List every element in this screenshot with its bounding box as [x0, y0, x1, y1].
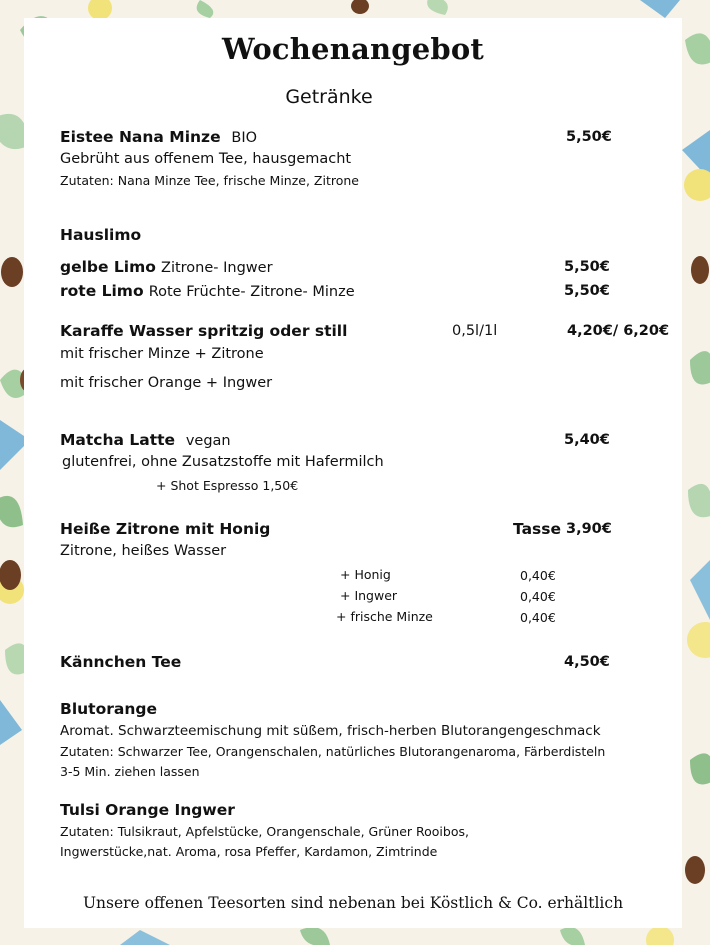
desc-zitrone: Zitrone, heißes Wasser: [60, 543, 227, 559]
page-title: Wochenangebot: [221, 32, 485, 66]
item-name-matcha: Matcha Latte vegan: [60, 431, 231, 449]
desc-matcha: glutenfrei, ohne Zusatzstoffe mit Hafermilch: [62, 454, 384, 470]
desc-eistee: Gebrüht aus offenem Tee, hausgemacht: [60, 151, 352, 167]
ingredients-tulsi-line1: Zutaten: Tulsikraut, Apfelstücke, Orangenschale, Grüner Rooibos,: [60, 824, 469, 839]
price-gelbe-limo: 5,50€: [564, 259, 610, 275]
option-karaffe-minze: mit frischer Minze + Zitrone: [60, 346, 264, 362]
ingredients-eistee: Zutaten: Nana Minze Tee, frische Minze, Zitrone: [60, 173, 359, 188]
price-karaffe: 4,20€/ 6,20€: [567, 323, 670, 339]
item-rote-limo: rote Limo Rote Früchte- Zitrone- Minze: [60, 282, 355, 300]
addon-ingwer-price: 0,40€: [520, 589, 556, 604]
price-zitrone: 3,90€: [566, 521, 612, 537]
item-name-kaennchen: Kännchen Tee: [60, 653, 182, 671]
unit-zitrone: Tasse: [513, 520, 561, 538]
price-kaennchen: 4,50€: [564, 654, 610, 670]
steep-blutorange: 3-5 Min. ziehen lassen: [60, 764, 200, 779]
addon-honig-price: 0,40€: [520, 568, 556, 583]
item-name-karaffe: Karaffe Wasser spritzig oder still: [60, 322, 348, 340]
price-eistee: 5,50€: [566, 129, 612, 145]
section-heading: Getränke: [285, 86, 373, 108]
size-karaffe: 0,5l/1l: [452, 323, 498, 339]
item-name-zitrone: Heiße Zitrone mit Honig: [60, 520, 271, 538]
addon-honig: + Honig: [340, 567, 391, 582]
bio-tag: BIO: [231, 130, 258, 146]
price-matcha: 5,40€: [564, 432, 610, 448]
addon-minze-price: 0,40€: [520, 610, 556, 625]
price-rote-limo: 5,50€: [564, 283, 610, 299]
option-karaffe-orange: mit frischer Orange + Ingwer: [60, 375, 273, 391]
ingredients-tulsi-line2: Ingwerstücke,nat. Aroma, rosa Pfeffer, Kardamon, Zimtrinde: [60, 844, 438, 859]
item-gelbe-limo: gelbe Limo Zitrone- Ingwer: [60, 258, 273, 276]
heading-hauslimo: Hauslimo: [60, 226, 142, 244]
item-name-eistee: Eistee Nana Minze BIO: [60, 128, 258, 146]
menu-card: [24, 18, 682, 928]
addon-ingwer: + Ingwer: [340, 588, 398, 603]
extra-matcha: + Shot Espresso 1,50€: [156, 478, 299, 493]
item-name-blutorange: Blutorange: [60, 700, 157, 718]
addon-minze: + frische Minze: [336, 609, 433, 624]
vegan-tag: vegan: [185, 433, 231, 449]
footer-note: Unsere offenen Teesorten sind nebenan bei Köstlich & Co. erhältlich: [82, 894, 624, 912]
desc-blutorange: Aromat. Schwarzteemischung mit süßem, frisch-herben Blutorangengeschmack: [60, 723, 601, 739]
ingredients-blutorange: Zutaten: Schwarzer Tee, Orangenschalen, natürliches Blutorangenaroma, Färberdisteln: [60, 744, 606, 759]
item-name-tulsi: Tulsi Orange Ingwer: [60, 801, 235, 819]
